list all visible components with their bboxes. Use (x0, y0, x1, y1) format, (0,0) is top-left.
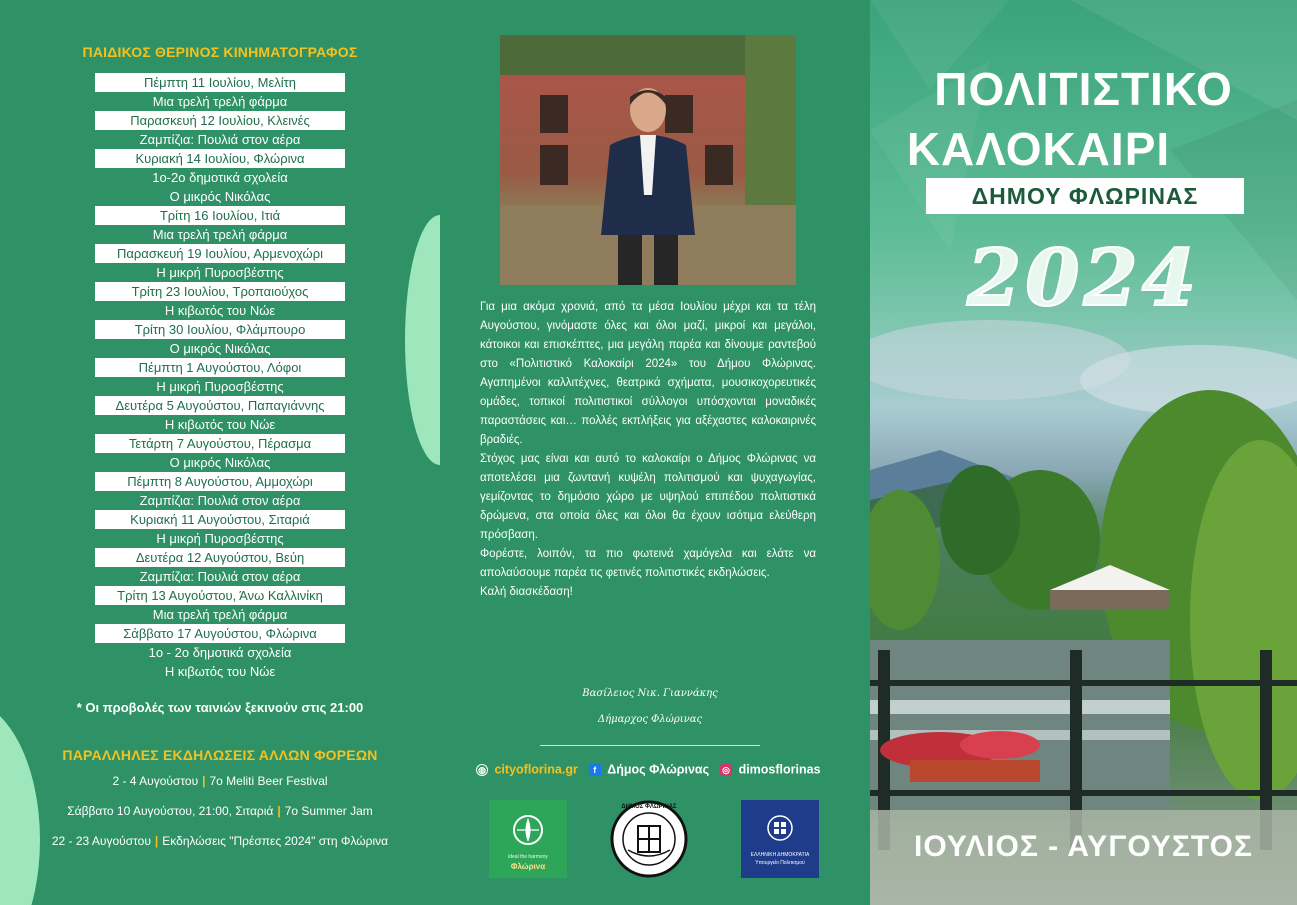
letter-paragraph: Καλή διασκέδαση! (480, 586, 573, 598)
schedule-movie: Ο μικρός Νικόλας (169, 341, 271, 356)
social-links (476, 762, 836, 777)
signature-divider (540, 745, 760, 746)
letter-paragraph: Φορέστε, λοιπόν, τα πιο φωτεινά χαμόγελα και ελάτε να απολαύσουμε παρέα τις φετινές πολιτιστικές εκδηλώσεις. (480, 548, 816, 579)
ministry-of-culture-logo (741, 800, 819, 878)
events-list (0, 772, 440, 862)
cover-title-line2: ΚΑΛΟΚΑΙΡΙ (906, 123, 1171, 175)
schedule-movie: Μια τρελή τρελή φάρμα (152, 227, 288, 242)
cover-panel (870, 0, 1297, 905)
facebook-icon: f (589, 764, 601, 776)
instagram-icon: ◎ (720, 764, 732, 776)
schedule-date-place: Τρίτη 30 Ιουλίου, Φλάμπουρο (95, 320, 345, 339)
event-when: 22 - 23 Αυγούστου (51, 834, 151, 848)
schedule-date-place: Πέμπτη 11 Ιουλίου, Μελίτη (95, 73, 345, 92)
schedule-date-place: Κυριακή 11 Αυγούστου, Σιταριά (95, 510, 345, 529)
schedule-date-place: Παρασκευή 19 Ιουλίου, Αρμενοχώρι (95, 244, 345, 263)
event-separator: | (277, 804, 281, 818)
municipality-badge: ΔΗΜΟΥ ΦΛΩΡΙΝΑΣ (926, 178, 1244, 214)
schedule-movie: Ο μικρός Νικόλας (169, 455, 271, 470)
mayor-letter (480, 298, 816, 602)
letter-paragraph: Για μια ακόμα χρονιά, από τα μέσα Ιουλίου μέχρι και τα τέλη Αυγούστου, γινόμαστε όλες και όλοι μαζί, μικροί και μεγάλοι, κάτοικοι και επισκέπτες, μια μεγάλη παρέα και δίνουμε ραντεβού στο «Πολιτιστικό Καλοκαίρι 2024» του Δήμου Φλώρινας. Αγαπημένοι καλλιτέχνες, θεατρικά σχήματα, μουσικοχορευτικές ομάδες, τοπικοί πολιτιστικοί σύλλογοι υπόσχονται μοναδικές παραστάσεις και… πολλές εκπλήξεις για αξέχαστες καλοκαιρινές βραδιές. (480, 301, 816, 446)
cover-year: 2024 (966, 233, 1201, 324)
florina-tagline: ideal the harmony (508, 854, 548, 860)
florina-logo (489, 800, 567, 878)
schedule-date-place: Τρίτη 13 Αυγούστου, Άνω Καλλινίκη (95, 586, 345, 605)
mayor-photo (500, 35, 796, 285)
events-title: ΠΑΡΑΛΛΗΛΕΣ ΕΚΔΗΛΩΣΕΙΣ ΑΛΛΩΝ ΦΟΡΕΩΝ (62, 747, 378, 763)
schedule-movie: Η κιβωτός του Νώε (164, 417, 276, 432)
event-what: 7ο Summer Jam (284, 804, 373, 818)
event-what: 7ο Meliti Beer Festival (209, 774, 328, 788)
middle-panel (440, 0, 870, 905)
ministry-line1: ΕΛΛΗΝΙΚΗ ΔΗΜΟΚΡΑΤΙΑ (750, 852, 810, 858)
event-row (0, 772, 440, 802)
event-separator: | (202, 774, 206, 788)
screening-time-note: * Οι προβολές των ταινιών ξεκινούν στις 21:00 (76, 700, 364, 715)
schedule-date-place: Κυριακή 14 Ιουλίου, Φλώρινα (95, 149, 345, 168)
letter-paragraph: Στόχος μας είναι και αυτό το καλοκαίρι ο Δήμος Φλώρινας να αποτελέσει μια ζωντανή κυψέλη πολιτισμού και ψυχαγωγίας, γεμίζοντας το δημόσιο χώρο με υψηλού επιπέδου πολιτιστικά δρώμενα, στα οποία όλες και όλοι θα έχουν ισότιμα ελεύθερη πρόσβαση. (480, 453, 816, 541)
schedule-movie: Ζαμπίζια: Πουλιά στον αέρα (139, 132, 301, 147)
event-separator: | (154, 834, 159, 848)
municipality-seal-mark (610, 800, 688, 878)
schedule-date-place: Παρασκευή 12 Ιουλίου, Κλεινές (95, 111, 345, 130)
instagram-link[interactable]: dimosflorinas (738, 762, 821, 777)
schedule-date-place: Τετάρτη 7 Αυγούστου, Πέρασμα (95, 434, 345, 453)
website-link[interactable]: cityoflorina.gr (494, 762, 578, 777)
cover-title-line1: ΠΟΛΙΤΙΣΤΙΚΟ (934, 63, 1233, 115)
signature-name: Βασίλειος Νικ. Γιαννάκης (582, 688, 718, 699)
schedule-movie: Η μικρή Πυροσβέστης (156, 265, 284, 280)
left-panel (0, 0, 440, 905)
mayor-photo-image (500, 35, 796, 285)
schedule-date-place: Τρίτη 23 Ιουλίου, Τροπαιούχος (95, 282, 345, 301)
schedule-movie: Η κιβωτός του Νώε (164, 303, 276, 318)
schedule-movie: Η μικρή Πυροσβέστης (156, 379, 284, 394)
event-when: 2 - 4 Αυγούστου (112, 774, 199, 788)
cinema-schedule (95, 73, 345, 681)
greek-emblem-icon (741, 800, 819, 878)
schedule-movie: Ζαμπίζια: Πουλιά στον αέρα (139, 569, 301, 584)
globe-icon: ◍ (476, 764, 488, 776)
municipality-seal (610, 800, 688, 878)
event-what: Εκδηλώσεις "Πρέσπες 2024" στη Φλώρινα (162, 834, 389, 848)
ministry-line2: Υπουργείο Πολιτισμού (755, 860, 805, 866)
schedule-movie: Μια τρελή τρελή φάρμα (152, 607, 288, 622)
schedule-date-place: Πέμπτη 1 Αυγούστου, Λόφοι (95, 358, 345, 377)
schedule-movie: 1ο - 2ο δημοτικά σχολεία (148, 645, 292, 660)
cinema-title: ΠΑΙΔΙΚΟΣ ΘΕΡΙΝΟΣ ΚΙΝΗΜΑΤΟΓΡΑΦΟΣ (82, 44, 358, 60)
schedule-movie: 1ο-2ο δημοτικά σχολεία (152, 170, 288, 185)
schedule-movie: Ο μικρός Νικόλας (169, 189, 271, 204)
seal-text: ΔΗΜΟΣ ΦΛΩΡΙΝΑΣ (621, 804, 677, 810)
schedule-date-place: Δευτέρα 5 Αυγούστου, Παπαγιάννης (95, 396, 345, 415)
signature-role: Δήμαρχος Φλώρινας (597, 714, 703, 725)
cover-months: ΙΟΥΛΙΟΣ - ΑΥΓΟΥΣΤΟΣ (914, 830, 1253, 863)
schedule-movie: Μια τρελή τρελή φάρμα (152, 94, 288, 109)
schedule-date-place: Δευτέρα 12 Αυγούστου, Βεύη (95, 548, 345, 567)
schedule-movie: Ζαμπίζια: Πουλιά στον αέρα (139, 493, 301, 508)
schedule-date-place: Τρίτη 16 Ιουλίου, Ιτιά (95, 206, 345, 225)
schedule-date-place: Σάββατο 17 Αυγούστου, Φλώρινα (95, 624, 345, 643)
schedule-date-place: Πέμπτη 8 Αυγούστου, Αμμοχώρι (95, 472, 345, 491)
event-row (0, 802, 440, 832)
schedule-movie: Η κιβωτός του Νώε (164, 664, 276, 679)
event-row (0, 832, 440, 862)
facebook-link[interactable]: Δήμος Φλώρινας (607, 762, 710, 777)
florina-logo-name: Φλώρινα (510, 862, 546, 871)
schedule-movie: Η μικρή Πυροσβέστης (156, 531, 284, 546)
event-when: Σάββατο 10 Αυγούστου, 21:00, Σιταριά (67, 804, 274, 818)
